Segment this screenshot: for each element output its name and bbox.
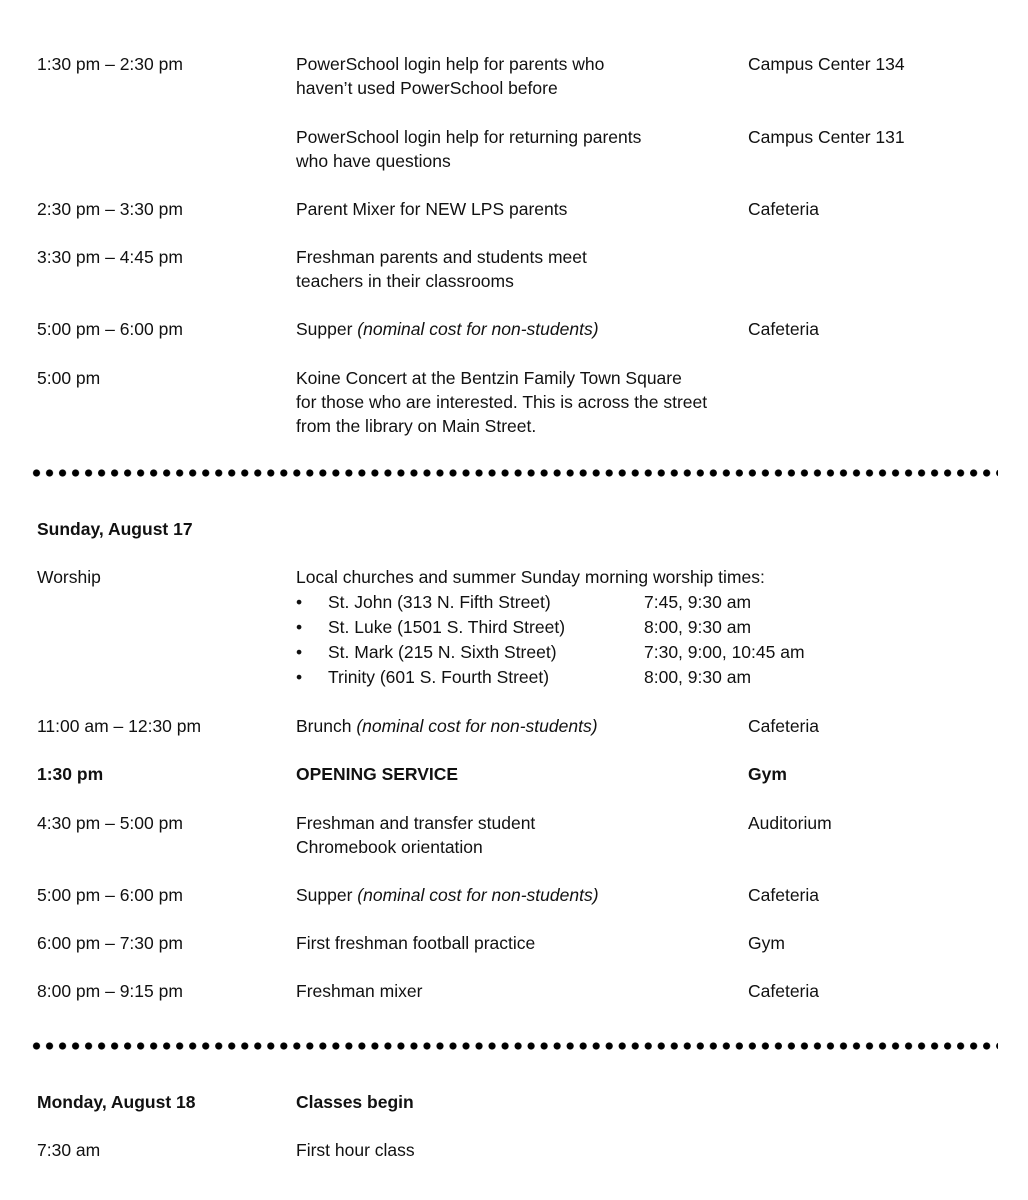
event-time: 4:30 pm – 5:00 pm — [37, 813, 183, 833]
church-name: Trinity (601 S. Fourth Street) — [328, 667, 550, 687]
event-time: 7:30 am — [37, 1140, 101, 1160]
bullet-icon: • — [296, 642, 303, 662]
church-name: St. John (313 N. Fifth Street) — [328, 592, 551, 612]
event-description: Supper (nominal cost for non-students) — [296, 885, 599, 905]
event-location: Gym — [748, 933, 785, 953]
event-description: First freshman football practice — [296, 933, 536, 953]
event-location: Cafeteria — [748, 885, 820, 905]
event-description: PowerSchool login help for returning parents who have questions — [296, 127, 642, 171]
dotted-divider — [30, 468, 998, 478]
church-times: 7:30, 9:00, 10:45 am — [644, 642, 805, 662]
event-time: 11:00 am – 12:30 pm — [37, 716, 202, 736]
event-time: 5:00 pm – 6:00 pm — [37, 885, 183, 905]
event-time: 1:30 pm – 2:30 pm — [37, 54, 183, 74]
church-times: 8:00, 9:30 am — [644, 617, 752, 637]
event-description: Freshman and transfer student Chromebook orientation — [296, 813, 536, 857]
event-description: Supper (nominal cost for non-students) — [296, 319, 599, 339]
event-location: Cafeteria — [748, 319, 820, 339]
cost-note: (nominal cost for non-students) — [356, 716, 598, 736]
event-time: 3:30 pm – 4:45 pm — [37, 247, 183, 267]
church-name: St. Mark (215 N. Sixth Street) — [328, 642, 557, 662]
event-location: Cafeteria — [748, 716, 820, 736]
event-description: Freshman mixer — [296, 981, 423, 1001]
event-time: 1:30 pm — [37, 764, 104, 784]
dotted-divider — [30, 1041, 998, 1051]
event-time: 6:00 pm – 7:30 pm — [37, 933, 183, 953]
event-description: Freshman parents and students meet teachers in their classrooms — [296, 247, 587, 291]
event-time: 5:00 pm — [37, 368, 101, 388]
bullet-icon: • — [296, 667, 303, 687]
worship-intro: Local churches and summer Sunday morning worship times: — [296, 567, 765, 587]
event-description: OPENING SERVICE — [296, 764, 459, 784]
church-times: 7:45, 9:30 am — [644, 592, 752, 612]
cost-note: (nominal cost for non-students) — [357, 319, 599, 339]
event-time: 2:30 pm – 3:30 pm — [37, 199, 183, 219]
cost-note: (nominal cost for non-students) — [357, 885, 599, 905]
event-description: PowerSchool login help for parents who haven’t used PowerSchool before — [296, 54, 605, 98]
event-time: Worship — [37, 567, 101, 587]
event-location: Cafeteria — [748, 981, 820, 1001]
event-location: Auditorium — [748, 813, 832, 833]
day-subheading: Classes begin — [296, 1092, 414, 1112]
bullet-icon: • — [296, 592, 303, 612]
event-description: Brunch (nominal cost for non-students) — [296, 716, 598, 736]
event-description: Parent Mixer for NEW LPS parents — [296, 199, 568, 219]
event-time: 5:00 pm – 6:00 pm — [37, 319, 183, 339]
event-location: Campus Center 134 — [748, 54, 905, 74]
event-location: Campus Center 131 — [748, 127, 905, 147]
event-description: First hour class — [296, 1140, 415, 1160]
day-heading: Monday, August 18 — [37, 1092, 196, 1112]
event-location: Gym — [748, 764, 787, 784]
event-description: Koine Concert at the Bentzin Family Town Square for those who are interested. This is across the street from the library on Main Street. — [296, 368, 708, 436]
event-time: 8:00 pm – 9:15 pm — [37, 981, 183, 1001]
bullet-icon: • — [296, 617, 303, 637]
event-location: Cafeteria — [748, 199, 820, 219]
church-times: 8:00, 9:30 am — [644, 667, 752, 687]
day-heading: Sunday, August 17 — [37, 519, 193, 539]
church-name: St. Luke (1501 S. Third Street) — [328, 617, 566, 637]
